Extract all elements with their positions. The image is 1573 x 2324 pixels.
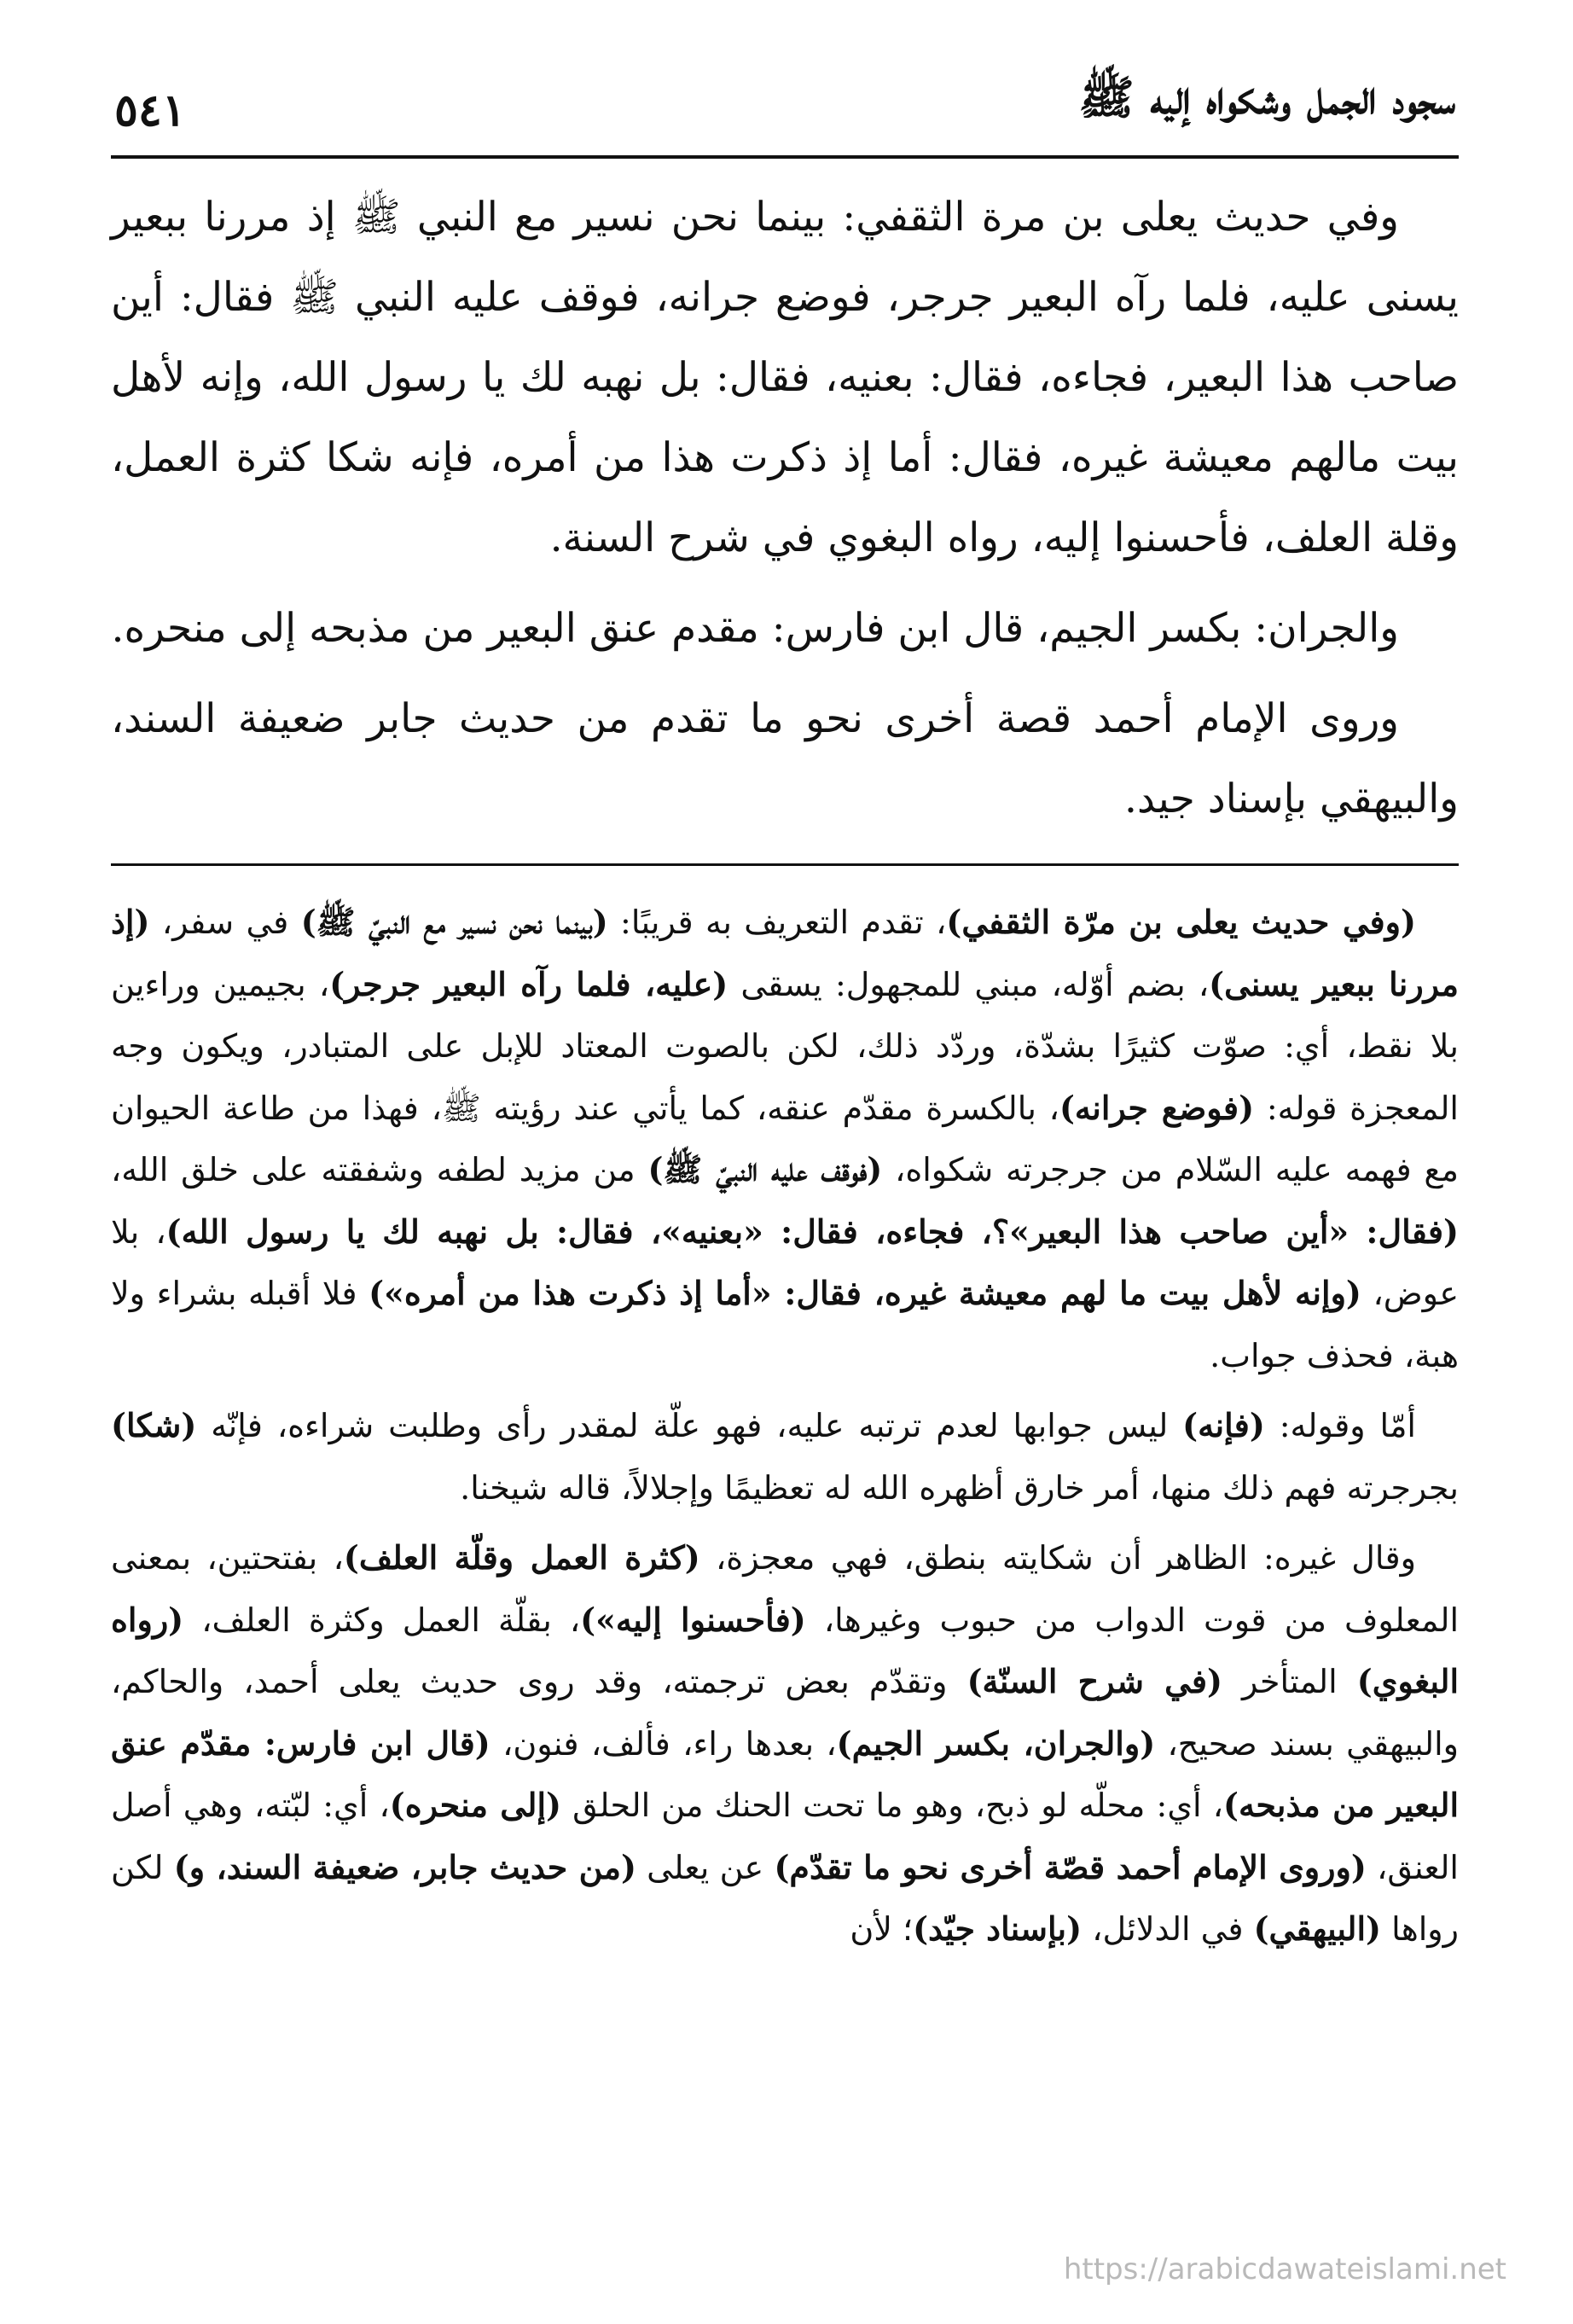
quoted-text: (فأحسنوا إليه») bbox=[580, 1600, 806, 1639]
commentary-text: ، أي: محلّه لو ذبح، وهو ما تحت الحنك من الحلق bbox=[561, 1787, 1224, 1824]
commentary-text: ، بعدها راء، فألف، فنون، bbox=[490, 1724, 837, 1763]
quoted-text: (كثرة العمل وقلّة العلف) bbox=[343, 1538, 700, 1577]
commentary-text: أمّا وقوله: bbox=[1264, 1407, 1416, 1444]
commentary-text: المتأخر bbox=[1222, 1663, 1357, 1700]
quoted-text: (فوقف عليه النبيّ ﷺ) bbox=[647, 1150, 883, 1188]
main-paragraph: والجران: بكسر الجيم، قال ابن فارس: مقدم عنق البعير من مذبحه إلى منحره. bbox=[111, 605, 1399, 652]
running-header bbox=[111, 51, 1459, 137]
quoted-text: (قال ابن فارس: مقدّم عنق البعير من مذبحه) bbox=[111, 1723, 1460, 1824]
commentary-text: من مزيد لطفه وشفقته على خلق الله، bbox=[111, 1151, 648, 1188]
commentary-text: ليس جوابها لعدم ترتبه عليه، فهو علّة لمقدر رأى وطلبت شراءه، فإنّه bbox=[196, 1407, 1183, 1444]
commentary-text: لكن رواها bbox=[111, 1848, 1459, 1948]
watermark-url: https://arabicdawateislami.net bbox=[1063, 2252, 1506, 2286]
quoted-text: (من حديث جابر، ضعيفة السند، و) bbox=[173, 1847, 636, 1886]
commentary-paragraph bbox=[111, 1527, 1459, 1961]
commentary-text: ، بضم أوّله، مبني للمجهول: يسقى bbox=[728, 965, 1210, 1003]
commentary bbox=[111, 892, 1459, 1961]
quoted-text: (فقال: «أين صاحب هذا البعير»؟، فجاءه، فقال: «بعنيه»، فقال: بل نهبه لك يا رسول الله) bbox=[165, 1211, 1460, 1251]
quoted-text: (وروى الإمام أحمد قصّة أخرى نحو ما تقدّم) bbox=[774, 1847, 1367, 1886]
main-paragraph: وفي حديث يعلى بن مرة الثقفي: بينما نحن نسير مع النبي ﷺ إذ مررنا ببعير يسنى عليه، فلما رآه البعير جرجر، فوضع جرانه، فوقف عليه النبي ﷺ فقال: أين صاحب هذا البعير، فجاءه، فقال: بعنيه، فقال: بل نهبه لك يا رسول الله، وإنه لأهل بيت مالهم معيشة غيره، فقال: أما إذ ذكرت هذا من أمره، فإنه شكا كثرة العمل، وقلة العلف، فأحسنوا إليه، رواه البغوي في شرح السنة. bbox=[111, 194, 1459, 561]
quoted-text: (بإسناد جيّد) bbox=[913, 1909, 1083, 1948]
quoted-text: (إذ مررنا ببعير يسنى) bbox=[111, 903, 1459, 1003]
commentary-text: ، تقدم التعريف به قريبًا: bbox=[607, 903, 947, 941]
chapter-title: سجود الجمل وشكواه إليه ﷺ bbox=[1078, 70, 1455, 125]
commentary-text: ، بفتحتين، بمعنى المعلوف من قوت الدواب من حبوب وغيرها، bbox=[111, 1539, 1460, 1639]
commentary-paragraph bbox=[111, 1395, 1459, 1519]
commentary-text: ، بلا عوض، bbox=[111, 1212, 1459, 1312]
commentary-text: في سفر، bbox=[149, 903, 301, 941]
quoted-text: (والجران، بكسر الجيم) bbox=[836, 1723, 1156, 1763]
quoted-text: (وإنه لأهل بيت ما لهم معيشة غيره، فقال: «أما إذ ذكرت هذا من أمره») bbox=[369, 1274, 1361, 1312]
commentary-text: فلا أقبله بشراء ولا هبة، فحذف جواب. bbox=[111, 1275, 1459, 1374]
commentary-text: عن يعلى bbox=[636, 1848, 775, 1886]
commentary-text: بجرجرته فهم ذلك منها، أمر خارق أظهره الله له تعظيمًا وإجلالاً، قاله شيخنا. bbox=[460, 1468, 1459, 1507]
quoted-text: (رواه البغوي) bbox=[111, 1600, 1460, 1700]
quoted-text: (فإنه) bbox=[1182, 1406, 1265, 1444]
book-page bbox=[111, 51, 1459, 2235]
commentary-text: ، بالكسرة مقدّم عنقه، كما يأتي عند رؤيته ﷺ، فهذا من طاعة الحيوان مع فهمه عليه السّلام من جرجرته شكواه، bbox=[111, 1089, 1459, 1188]
quoted-text: (بينما نحن نسير مع النبيّ ﷺ) bbox=[300, 903, 608, 941]
commentary-text: في الدلائل، bbox=[1082, 1910, 1254, 1948]
quoted-text: (شكا) bbox=[111, 1406, 197, 1444]
commentary-paragraph bbox=[111, 892, 1459, 1386]
quoted-text: (في شرح السنّة) bbox=[966, 1662, 1222, 1700]
commentary-text: ، بقلّة العمل وكثرة العلف، bbox=[183, 1601, 581, 1639]
quoted-text: (فوضع جرانه) bbox=[1059, 1088, 1255, 1127]
commentary-text: ، أي: لبّته، وهي أصل العنق، bbox=[111, 1787, 1459, 1886]
commentary-text: ، بجيمين وراءين بلا نقط، أي: صوّت كثيرًا بشدّة، وردّد ذلك، لكن بالصوت المعتاد للإبل على المتبادر، ويكون وجه المعجزة قوله: bbox=[111, 965, 1459, 1127]
commentary-text: وقال غيره: الظاهر أن شكايته بنطق، فهي معجزة، bbox=[699, 1539, 1416, 1577]
quoted-text: (عليه، فلما رآه البعير جرجر) bbox=[329, 964, 728, 1003]
commentary-text: ؛ لأن bbox=[850, 1910, 914, 1948]
quoted-text: (وفي حديث يعلى بن مرّة الثقفي) bbox=[946, 903, 1416, 941]
main-text bbox=[111, 177, 1459, 840]
page-number: ٥٤١ bbox=[114, 84, 186, 137]
main-paragraph: وروى الإمام أحمد قصة أخرى نحو ما تقدم من حديث جابر ضعيفة السند، والبيهقي بإسناد جيد. bbox=[111, 695, 1459, 822]
commentary-text: وتقدّم بعض ترجمته، وقد روى حديث يعلى أحمد، والحاكم، والبيهقي بسند صحيح، bbox=[111, 1663, 1460, 1763]
quoted-text: (إلى منحره) bbox=[389, 1786, 562, 1824]
commentary-separator bbox=[111, 863, 1459, 866]
header-rule bbox=[111, 155, 1459, 159]
quoted-text: (البيهقي) bbox=[1253, 1909, 1382, 1948]
